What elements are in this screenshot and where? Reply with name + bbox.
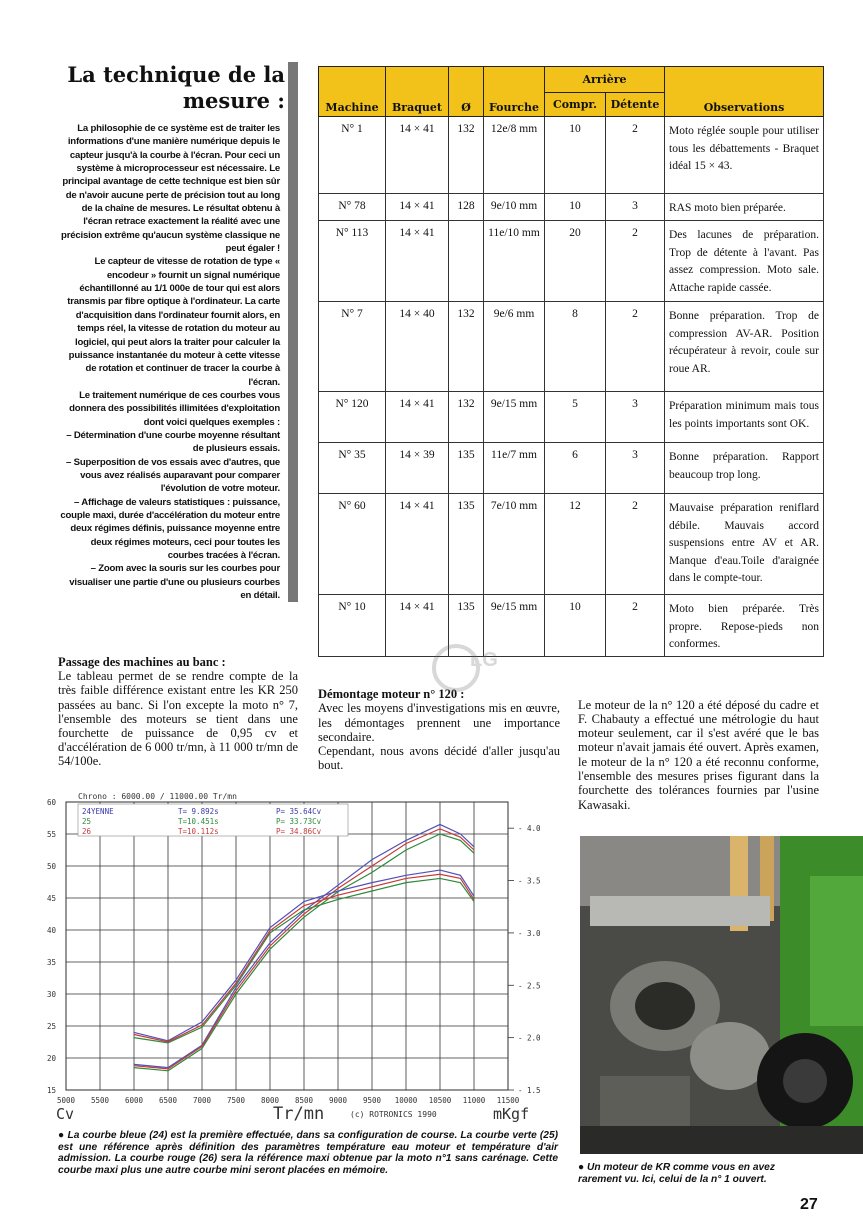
y-left-tick-label: 20 <box>46 1054 56 1063</box>
table-cell-fourche: 11e/10 mm <box>484 221 545 302</box>
table-row <box>319 194 824 221</box>
y-right-tick-label: - 3.5 <box>518 876 541 886</box>
table-cell-obs: Bonne préparation. Rapport beaucoup trop long. <box>665 443 824 494</box>
x-tick-label: 7500 <box>226 1096 246 1105</box>
header-machine: Machine <box>319 67 386 117</box>
intro-text <box>58 122 280 602</box>
table-cell-machine: N° 7 <box>319 302 386 392</box>
x-tick-label: 8000 <box>260 1096 280 1105</box>
x-tick-label: 9500 <box>362 1096 382 1105</box>
x-tick-label: 8500 <box>294 1096 314 1105</box>
engine-photo <box>580 836 863 1154</box>
y-right-tick-label: - 4.0 <box>518 824 541 834</box>
table-cell-compr: 12 <box>545 494 606 595</box>
photo-caption: ● Un moteur de KR comme vous en avez rarement vu. Ici, celui de la n° 1 ouvert. <box>578 1162 775 1185</box>
y-left-tick-label: 50 <box>46 862 56 871</box>
x-tick-label: 5000 <box>56 1096 76 1105</box>
table-cell-diam: 132 <box>449 392 484 443</box>
passage-section <box>58 655 298 769</box>
table-cell-compr: 20 <box>545 221 606 302</box>
table-cell-diam: 132 <box>449 117 484 194</box>
y-left-tick-label: 35 <box>46 958 56 967</box>
table-row <box>319 221 824 302</box>
moteur-body: Le moteur de la n° 120 a été déposé du cadre et F. Chabauty a effectué une métrologie du haut moteur seulement, car il s'est avéré que le bas moteur n'avait jamais été ouvert. Après examen, le moteur de la n° 120 a été reconnu conforme, l'ensemble des mesures prises figurant dans la fourchette des tolérances fournies par l'usine Kawasaki. <box>578 697 819 812</box>
table-cell-detente: 3 <box>606 443 665 494</box>
table-cell-braquet: 14 × 39 <box>386 443 449 494</box>
table-cell-machine: N° 1 <box>319 117 386 194</box>
table-cell-braquet: 14 × 41 <box>386 392 449 443</box>
legend-time: T= 9.892s <box>178 807 219 816</box>
chart-x-label: Tr/mn <box>273 1104 325 1124</box>
table-cell-compr: 10 <box>545 117 606 194</box>
table-body <box>319 117 824 657</box>
legend-time: T=10.112s <box>178 827 219 836</box>
table-row <box>319 443 824 494</box>
table-row <box>319 302 824 392</box>
chart-title: Chrono : 6000.00 / 11000.00 Tr/mn <box>78 792 237 801</box>
x-tick-label: 6500 <box>158 1096 178 1105</box>
table-cell-diam: 128 <box>449 194 484 221</box>
y-left-tick-label: 25 <box>46 1022 56 1031</box>
table-cell-obs: Des lacunes de préparation. Trop de détente à l'avant. Pas assez compression. Moto sale. Attache rapide cassée. <box>665 221 824 302</box>
table-cell-machine: N° 35 <box>319 443 386 494</box>
table-cell-braquet: 14 × 41 <box>386 595 449 657</box>
table-cell-fourche: 9e/10 mm <box>484 194 545 221</box>
header-braquet: Braquet <box>386 67 449 117</box>
header-observations: Observations <box>665 67 824 117</box>
title-block <box>40 62 285 114</box>
table-cell-fourche: 9e/15 mm <box>484 392 545 443</box>
table-cell-fourche: 9e/6 mm <box>484 302 545 392</box>
svg-text:LG: LG <box>470 649 498 671</box>
legend-time: T=10.451s <box>178 817 219 826</box>
intro-list-item: – Affichage de valeurs statistiques : puissance, couple maxi, durée d'accélération du moteur entre deux régimes définis, puissance moyenne entre deux régimes moteurs, ceci pour toutes les courbes tracées à l'écran. <box>60 496 280 561</box>
table-cell-detente: 2 <box>606 221 665 302</box>
table-cell-obs: Mauvaise préparation reniflard débile. Mauvais accord suspensions entre AV et AR. Manque d'eau.Toile d'araignée dans le compte-tour. <box>665 494 824 595</box>
x-tick-label: 10500 <box>428 1096 452 1105</box>
table-cell-detente: 2 <box>606 595 665 657</box>
intro-list-item: – Zoom avec la souris sur les courbes pour visualiser une partie d'une ou plusieurs courbes en détail. <box>69 563 280 602</box>
title-sidebar-bar <box>288 62 298 602</box>
y-left-tick-label: 55 <box>46 830 56 839</box>
y-right-tick-label: - 2.0 <box>518 1033 541 1043</box>
legend-power: P= 35.64Cv <box>276 807 322 816</box>
y-right-tick-label: - 1.5 <box>518 1086 541 1095</box>
table-cell-compr: 6 <box>545 443 606 494</box>
y-left-tick-label: 15 <box>46 1086 56 1095</box>
engine-photo-illustration <box>580 836 863 1154</box>
demontage-heading: Démontage moteur n° 120 : <box>318 687 465 701</box>
table-cell-obs: Moto réglée souple pour utiliser tous les débattements - Braquet idéal 15 × 43. <box>665 117 824 194</box>
x-tick-label: 11000 <box>462 1096 486 1105</box>
table-cell-diam: 135 <box>449 595 484 657</box>
table-cell-detente: 2 <box>606 117 665 194</box>
table-cell-braquet: 14 × 41 <box>386 221 449 302</box>
table-cell-braquet: 14 × 41 <box>386 117 449 194</box>
table-cell-fourche: 12e/8 mm <box>484 117 545 194</box>
x-tick-label: 6000 <box>124 1096 144 1105</box>
legend-power: P= 34.86Cv <box>276 827 322 836</box>
y-right-tick-label: - 3.0 <box>518 928 541 938</box>
table-cell-obs: Bonne préparation. Trop de compression AV-AR. Position récupérateur à revoir, coule sur roue AR. <box>665 302 824 392</box>
table-cell-compr: 10 <box>545 595 606 657</box>
y-right-tick-label: - 2.5 <box>518 981 541 991</box>
chart-right-unit: mKgf <box>493 1105 530 1123</box>
table-cell-machine: N° 60 <box>319 494 386 595</box>
header-detente: Détente <box>606 93 665 117</box>
table-row <box>319 392 824 443</box>
passage-body: Le tableau permet de se rendre compte de la très faible différence existant entre les KR 250 passées au banc. Si l'on excepte la moto n° 7, l'ensemble des moteurs se tient dans une fourchette de puissance de 0,95 cv et d'accélération de 6 000 tr/mn, à 11 000 tr/mn de 54/100e. <box>58 669 298 769</box>
page-title: La technique de la mesure : <box>67 62 285 113</box>
header-fourche: Fourche <box>484 67 545 117</box>
x-tick-label: 9000 <box>328 1096 348 1105</box>
legend-name: 25 <box>82 817 92 826</box>
x-tick-label: 7000 <box>192 1096 212 1105</box>
intro-list-item: – Détermination d'une courbe moyenne résultant de plusieurs essais. <box>66 429 280 455</box>
lg-watermark-logo <box>428 640 508 700</box>
table-cell-detente: 3 <box>606 392 665 443</box>
intro-paragraph: Le capteur de vitesse de rotation de type « encodeur » fournit un signal numérique échantillonné au 1/1 000e de tour qui est alors transmis par fibre optique à l'ordinateur. La carte d'acquisition dans l'ordinateur fournit alors, en temps réel, la vitesse de rotation du moteur au logiciel, qui peut alors la traiter pour calculer la puissance instantanée du moteur à cette vitesse de rotation et continuer de tracer la courbe à l'écran. <box>67 256 280 388</box>
chart-caption: ● La courbe bleue (24) est la première effectuée, dans sa configuration de course. La courbe verte (25) est une référence après définition des paramètres température eau moteur et température d'air admission. La courbe rouge (26) sera la référence maxi obtenue par la moto n°1 sans carénage. Cette courbe maxi plus une autre courbe mini seront placées en mémoire. <box>58 1130 558 1176</box>
table-cell-diam <box>449 221 484 302</box>
table-cell-braquet: 14 × 40 <box>386 302 449 392</box>
header-compr: Compr. <box>545 93 606 117</box>
chart-credit: (c) ROTRONICS 1990 <box>350 1110 437 1119</box>
x-tick-label: 11500 <box>496 1096 520 1105</box>
y-left-tick-label: 30 <box>46 990 56 999</box>
table-cell-diam: 135 <box>449 494 484 595</box>
table-cell-obs: RAS moto bien préparée. <box>665 194 824 221</box>
table-cell-obs: Moto bien préparée. Très propre. Repose-pieds non conformes. <box>665 595 824 657</box>
page-number: 27 <box>800 1196 818 1213</box>
dyno-chart <box>38 790 548 1125</box>
table-cell-braquet: 14 × 41 <box>386 494 449 595</box>
y-left-tick-label: 45 <box>46 894 56 903</box>
results-table <box>318 66 824 657</box>
x-tick-label: 10000 <box>394 1096 418 1105</box>
intro-paragraph: Le traitement numérique de ces courbes vous donnera des possibilités illimitées d'exploitation dont voici quelques exemples : <box>69 389 280 428</box>
moteur-section <box>578 685 819 824</box>
y-left-tick-label: 40 <box>46 926 56 935</box>
header-diameter: Ø <box>449 67 484 117</box>
table-cell-compr: 5 <box>545 392 606 443</box>
x-tick-label: 5500 <box>90 1096 110 1105</box>
table-row <box>319 595 824 657</box>
table-cell-machine: N° 10 <box>319 595 386 657</box>
table-row <box>319 117 824 194</box>
y-left-tick-label: 60 <box>46 798 56 807</box>
chart-legend <box>78 804 348 836</box>
table-cell-diam: 132 <box>449 302 484 392</box>
table-cell-detente: 2 <box>606 302 665 392</box>
table-cell-detente: 2 <box>606 494 665 595</box>
table-cell-diam: 135 <box>449 443 484 494</box>
table-cell-fourche: 11e/7 mm <box>484 443 545 494</box>
table-row <box>319 494 824 595</box>
dyno-chart-svg <box>38 790 548 1125</box>
passage-heading: Passage des machines au banc : <box>58 655 226 669</box>
intro-list-item: – Superposition de vos essais avec d'autres, que vous avez réalisés auparavant pour comparer l'évolution de votre moteur. <box>66 456 280 495</box>
legend-name: 26 <box>82 827 92 836</box>
chart-grid <box>66 802 508 1090</box>
chart-left-unit: Cv <box>56 1105 75 1123</box>
legend-power: P= 33.73Cv <box>276 817 322 826</box>
table-cell-fourche: 7e/10 mm <box>484 494 545 595</box>
intro-paragraph: La philosophie de ce système est de traiter les informations d'une manière numérique depuis le capteur jusqu'à la courbe à l'écran. Pour ceci un système à microprocesseur est nécessaire. Le principal avantage de cette technique est bien sûr de n'avoir aucune perte de précision tout au long de la chaîne de mesures. Le résultat obtenu à l'écran retrace exactement la réalité avec une précision extrême qu'aucun système classique ne peut égaler ! <box>61 123 280 255</box>
table-cell-fourche: 9e/15 mm <box>484 595 545 657</box>
table-cell-compr: 10 <box>545 194 606 221</box>
table-cell-obs: Préparation minimum mais tous les points importants sont OK. <box>665 392 824 443</box>
table-cell-machine: N° 120 <box>319 392 386 443</box>
table-cell-machine: N° 78 <box>319 194 386 221</box>
table-cell-detente: 3 <box>606 194 665 221</box>
table-cell-compr: 8 <box>545 302 606 392</box>
legend-name: 24YENNE <box>82 807 114 816</box>
table-cell-machine: N° 113 <box>319 221 386 302</box>
demontage-body: Cependant, nous avons décidé d'aller jusqu'au bout. <box>318 744 560 773</box>
header-arriere: Arrière <box>545 67 665 93</box>
demontage-body: Avec les moyens d'investigations mis en œuvre, les démontages prennent une importance secondaire. <box>318 701 560 744</box>
table-cell-braquet: 14 × 41 <box>386 194 449 221</box>
chart-frame <box>66 802 508 1090</box>
